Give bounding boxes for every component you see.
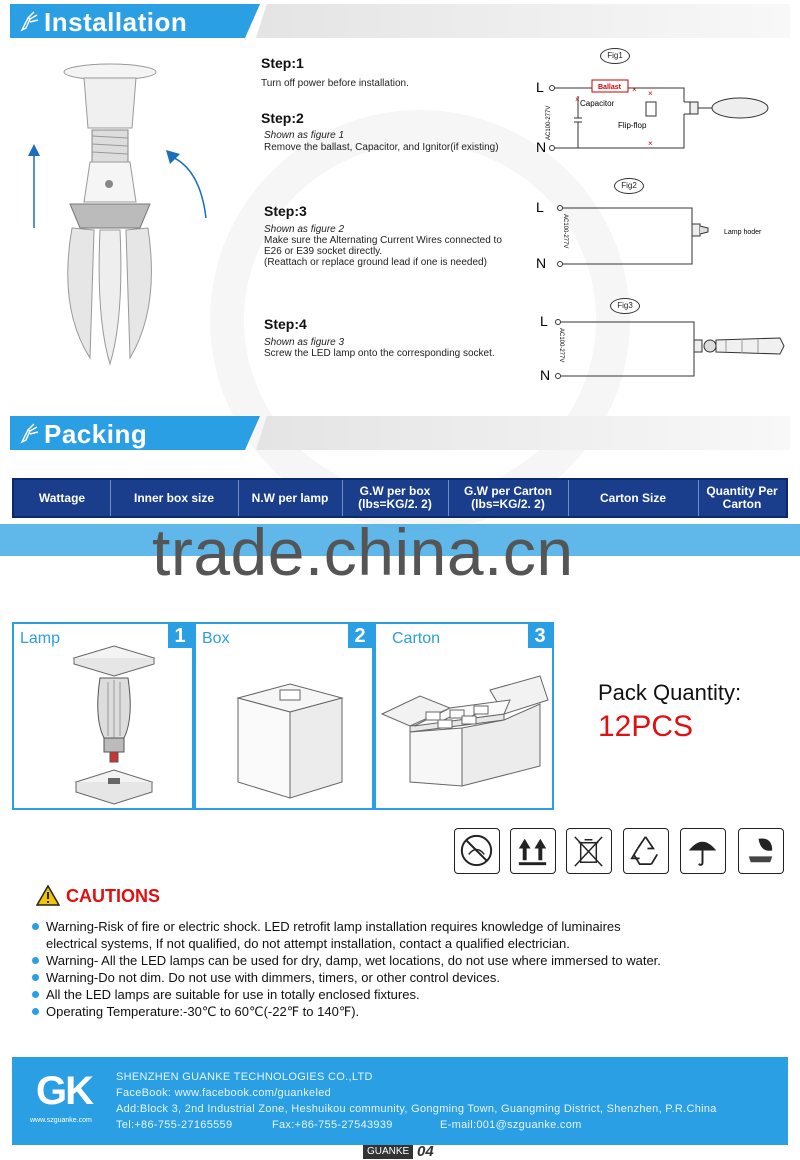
step-3-text-2: E26 or E39 socket directly. [264,246,383,257]
footer-address: Add:Block 3, 2nd Industrial Zone, Heshuikou community, Gongming Town, Guangming District, Shenzhen, P.R.China [116,1103,717,1115]
fig1-N: N [536,139,547,155]
th-carton-size: Carton Size [599,490,666,505]
step-2-caption: Shown as figure 1 [264,130,345,141]
hand-pointer-icon [18,422,40,444]
caution-item: All the LED lamps are suitable for use in totally enclosed fixtures. [30,986,790,1003]
fig1-flipflop: Flip-flop [618,121,647,130]
footer-email: E-mail:001@szguanke.com [440,1119,582,1131]
caution-item-continued: electrical systems, If not qualified, do not attempt installation, contact a qualified electrician. [46,936,570,951]
step-3-title: Step:3 [264,203,307,219]
keep-dry-icon [680,828,726,874]
caution-item: Warning- All the LED lamps can be used for dry, damp, wet locations, do not use where immersed to water. [30,952,790,969]
fig1-capacitor: Capacitor [580,99,615,108]
fig2-L: L [536,199,544,215]
step-2-text: Remove the ballast, Capacitor, and Ignitor(if existing) [264,142,499,153]
footer-facebook: FaceBook: www.facebook.com/guankeled [116,1087,332,1099]
no-water-icon [454,828,500,874]
lamp-panel-title: Lamp [20,630,61,647]
footer-company: SHENZHEN GUANKE TECHNOLOGIES CO.,LTD [116,1071,373,1083]
fig1-wiring-diagram [530,62,790,162]
svg-text:×: × [648,89,653,98]
lamp-panel [12,622,194,810]
lamp-installation-illustration [20,58,220,378]
th-nw-per-lamp: N.W per lamp [251,490,329,505]
carton-panel-number: 3 [528,624,552,648]
footer-tel: Tel:+86-755-27165559 [116,1119,233,1131]
cautions-list [30,918,790,1020]
th-wattage: Wattage [38,490,86,505]
caution-item: Warning-Risk of fire or electric shock. LED retrofit lamp installation requires knowledge of luminaires [30,918,790,935]
carton-illustration [380,674,552,794]
th-gw-per-box: G.W per box (lbs=KG/2. 2) [358,484,432,511]
step-4-text: Screw the LED lamp onto the corresponding socket. [264,348,495,359]
fig2-voltage: AC100-277V [562,214,568,249]
this-way-up-icon [510,828,556,874]
box-panel-title: Box [202,630,230,647]
svg-text:×: × [575,95,580,104]
packing-header [10,416,790,450]
step-1-text: Turn off power before installation. [261,78,409,89]
fig1-label: Fig1 [600,48,630,64]
fig3-wiring-diagram [530,310,790,386]
caution-item: Warning-Do not dim. Do not use with dimmers, timers, or other control devices. [30,969,790,986]
trade-china-watermark: trade.china.cn [152,515,574,589]
packing-table-header [12,478,788,518]
cautions-title: CAUTIONS [66,886,160,906]
svg-text:×: × [648,139,653,148]
step-4-caption: Shown as figure 3 [264,337,345,348]
fig2-holder: Lamp hoder [724,229,762,236]
page-brand-tag: GUANKE [363,1145,413,1159]
fig1-L: L [536,79,544,95]
fig2-label: Fig2 [614,178,644,194]
fig1-voltage: AC100-277V [546,105,552,140]
th-quantity-per-carton: Quantity Per Carton [706,484,778,511]
th-inner-box-size: Inner box size [133,490,215,505]
fig1-ballast: Ballast [598,84,621,91]
footer-fax: Fax:+86-755-27543939 [272,1119,393,1131]
carton-panel [374,622,554,810]
fig3-label: Fig3 [610,298,640,314]
svg-text:×: × [632,85,637,94]
step-3-text: Make sure the Alternating Current Wires connected to [264,235,502,246]
pack-quantity-label: Pack Quantity: [598,680,742,705]
hand-pointer-icon [18,10,40,32]
footer-website: www.szguanke.com [30,1117,92,1124]
step-3-caption: Shown as figure 2 [264,224,345,235]
carton-panel-title: Carton [392,630,441,647]
fig3-voltage: AC100-277V [558,328,564,363]
no-trash-icon [566,828,612,874]
rohs-icon [738,828,784,874]
step-1-title: Step:1 [261,55,304,71]
step-3-text-3: (Reattach or replace ground lead if one is needed) [264,257,487,268]
warning-triangle-icon [36,884,60,906]
caution-item: Operating Temperature:-30℃ to 60℃(-22℉ to 140℉). [30,1003,790,1020]
step-4-title: Step:4 [264,316,307,332]
packing-title: Packing [44,419,148,449]
lamp-box-illustration [64,638,164,808]
fig2-N: N [536,255,547,271]
company-footer [12,1057,788,1145]
th-gw-per-carton: G.W per Carton (lbs=KG/2. 2) [463,484,552,511]
fig3-N: N [540,367,551,383]
fig2-wiring-diagram [530,192,790,278]
page-number: 04 [417,1143,434,1160]
installation-header [10,4,790,38]
gk-logo: GK [36,1069,92,1113]
pack-quantity-value: 12PCS [598,710,694,743]
box-panel [194,622,374,810]
step-2-title: Step:2 [261,110,304,126]
installation-title: Installation [44,7,188,37]
fig3-L: L [540,313,548,329]
box-illustration [226,664,356,804]
lamp-panel-number: 1 [168,624,192,648]
box-panel-number: 2 [348,624,372,648]
recycle-icon [623,828,669,874]
